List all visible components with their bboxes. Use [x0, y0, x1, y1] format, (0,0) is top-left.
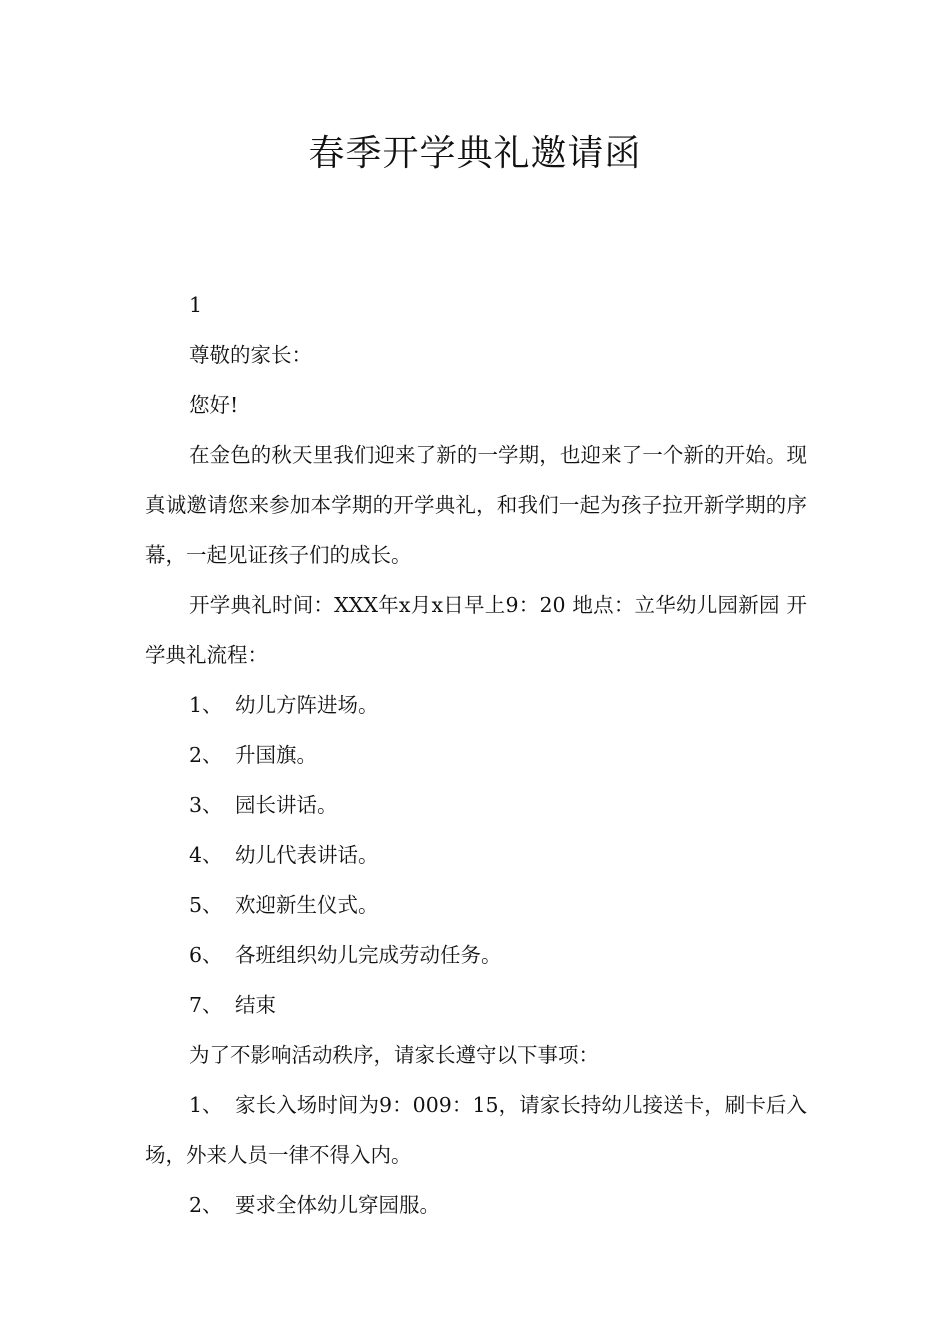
process-item-number: 3、	[189, 793, 223, 817]
process-item-number: 4、	[189, 843, 223, 867]
process-item-number: 7、	[189, 993, 223, 1017]
intro-paragraph: 在金色的秋天里我们迎来了新的一学期，也迎来了一个新的开始。现真诚邀请您来参加本学期的开学典礼，和我们一起为孩子拉开新学期的序幕，一起见证孩子们的成长。	[145, 443, 807, 567]
page-marker: 1	[189, 293, 203, 317]
process-item-text: 园长讲话。	[235, 793, 338, 817]
notice-item-text: 要求全体幼儿穿园服。	[235, 1193, 440, 1217]
process-item-text: 升国旗。	[235, 743, 317, 767]
process-item	[145, 780, 807, 830]
process-item-number: 6、	[189, 943, 223, 967]
document-body	[145, 280, 807, 1230]
process-item	[145, 830, 807, 880]
notice-item-number: 2、	[189, 1193, 223, 1217]
document-title: 春季开学典礼邀请函	[308, 133, 642, 174]
process-item-number: 5、	[189, 893, 223, 917]
process-item	[145, 730, 807, 780]
process-item	[145, 680, 807, 730]
process-item-text: 各班组织幼儿完成劳动任务。	[235, 943, 502, 967]
salutation: 尊敬的家长：	[189, 343, 312, 367]
process-item-text: 幼儿代表讲话。	[235, 843, 379, 867]
notice-heading: 为了不影响活动秩序，请家长遵守以下事项：	[189, 1043, 599, 1067]
notice-item	[145, 1180, 807, 1230]
notice-item-number: 1、	[189, 1093, 223, 1117]
notice-item	[145, 1080, 807, 1180]
process-item-text: 结束	[235, 993, 276, 1017]
process-item	[145, 930, 807, 980]
process-item	[145, 880, 807, 930]
process-item-text: 幼儿方阵进场。	[235, 693, 379, 717]
process-item-text: 欢迎新生仪式。	[235, 893, 379, 917]
time-place-paragraph: 开学典礼时间：XXX年x月x日早上9：20 地点：立华幼儿园新园 开学典礼流程：	[145, 593, 807, 667]
greeting: 您好!	[189, 393, 239, 417]
process-item-number: 1、	[189, 693, 223, 717]
process-item-number: 2、	[189, 743, 223, 767]
notice-item-text: 家长入场时间为9：009：15，请家长持幼儿接送卡，刷卡后入场，外来人员一律不得入内。	[145, 1093, 807, 1167]
process-item	[145, 980, 807, 1030]
